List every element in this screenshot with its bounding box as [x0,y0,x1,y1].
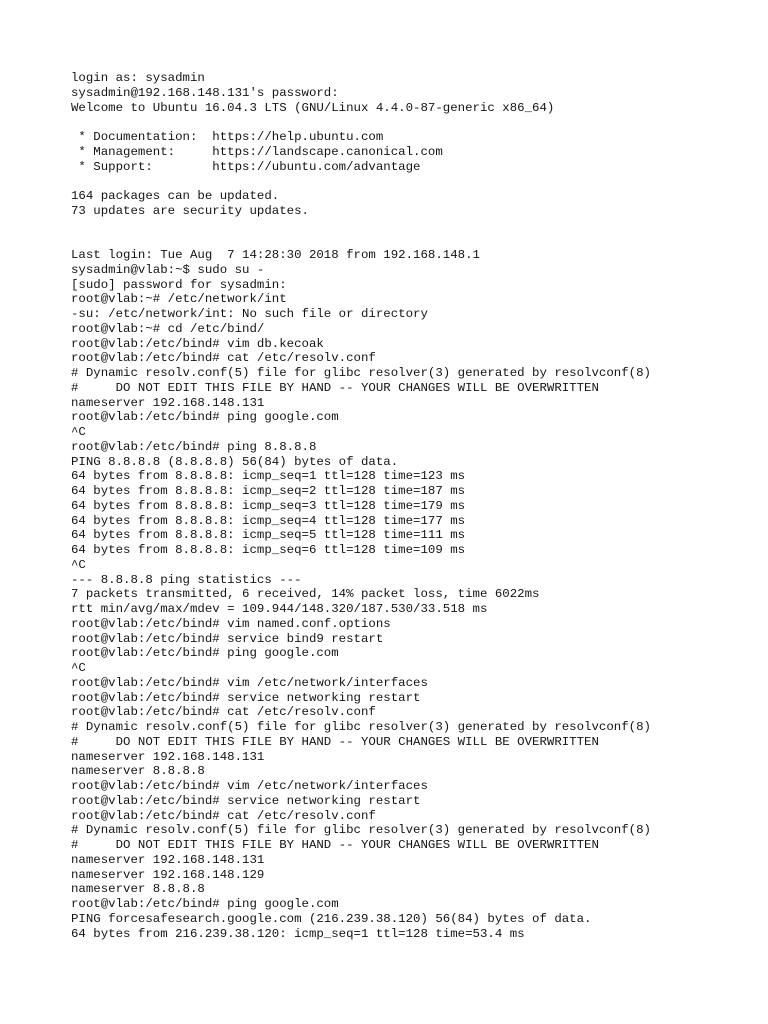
terminal-line: * Documentation: https://help.ubuntu.com [71,130,384,144]
terminal-line: nameserver 192.168.148.129 [71,867,265,882]
terminal-line: root@vlab:/etc/bind# cat /etc/resolv.conf [71,351,376,366]
terminal-line: root@vlab:/etc/bind# cat /etc/resolv.conf [71,808,376,823]
terminal-line: nameserver 192.168.148.131 [71,395,265,410]
terminal-line: 73 updates are security updates. [71,203,309,218]
terminal-line: 64 bytes from 8.8.8.8: icmp_seq=5 ttl=128 time=111 ms [71,528,466,543]
terminal-line: Last login: Tue Aug 7 14:28:30 2018 from 192.168.148.1 [71,248,480,262]
terminal-line: nameserver 8.8.8.8 [71,882,205,897]
terminal-line: root@vlab:/etc/bind# vim /etc/network/interfaces [71,675,428,690]
terminal-line: root@vlab:/etc/bind# vim named.conf.options [71,616,391,631]
terminal-line: nameserver 192.168.148.131 [71,749,265,764]
terminal-line: 64 bytes from 8.8.8.8: icmp_seq=6 ttl=128 time=109 ms [71,543,466,557]
terminal-line: 64 bytes from 8.8.8.8: icmp_seq=3 ttl=128 time=179 ms [71,498,466,513]
terminal-line: root@vlab:/etc/bind# ping google.com [71,646,339,661]
terminal-line: 64 bytes from 8.8.8.8: icmp_seq=2 ttl=128 time=187 ms [71,484,466,498]
terminal-line [71,233,751,248]
terminal-line: # DO NOT EDIT THIS FILE BY HAND -- YOUR CHANGES WILL BE OVERWRITTEN [71,380,599,395]
terminal-line: ^C [71,425,86,439]
terminal-output [71,71,751,941]
terminal-line: root@vlab:/etc/bind# ping 8.8.8.8 [71,439,317,454]
terminal-line: nameserver 192.168.148.131 [71,852,265,867]
terminal-line: PING 8.8.8.8 (8.8.8.8) 56(84) bytes of data. [71,454,399,469]
terminal-line: * Management: https://landscape.canonical.com [71,144,443,159]
terminal-line: [sudo] password for sysadmin: [71,277,287,292]
terminal-line [71,115,751,130]
terminal-line: -su: /etc/network/int: No such file or directory [71,307,428,321]
terminal-line: root@vlab:/etc/bind# service bind9 restart [71,631,384,646]
terminal-line: # Dynamic resolv.conf(5) file for glibc resolver(3) generated by resolvconf(8) [71,720,651,734]
terminal-line: # DO NOT EDIT THIS FILE BY HAND -- YOUR CHANGES WILL BE OVERWRITTEN [71,838,599,852]
terminal-line: # DO NOT EDIT THIS FILE BY HAND -- YOUR CHANGES WILL BE OVERWRITTEN [71,734,599,749]
terminal-line: root@vlab:/etc/bind# ping google.com [71,897,339,911]
terminal-line [71,219,751,234]
terminal-line: sysadmin@192.168.148.131's password: [71,85,339,100]
terminal-line: Welcome to Ubuntu 16.04.3 LTS (GNU/Linux 4.4.0-87-generic x86_64) [71,100,555,115]
terminal-line: root@vlab:/etc/bind# ping google.com [71,410,339,425]
terminal-line: rtt min/avg/max/mdev = 109.944/148.320/187.530/33.518 ms [71,602,488,616]
terminal-line: 7 packets transmitted, 6 received, 14% packet loss, time 6022ms [71,587,540,602]
terminal-line: ^C [71,661,86,675]
terminal-line: 64 bytes from 8.8.8.8: icmp_seq=4 ttl=128 time=177 ms [71,513,466,528]
terminal-line: nameserver 8.8.8.8 [71,764,205,779]
terminal-line: 164 packages can be updated. [71,189,280,203]
terminal-line: root@vlab:/etc/bind# vim /etc/network/interfaces [71,779,428,793]
terminal-line: * Support: https://ubuntu.com/advantage [71,159,421,174]
terminal-line: root@vlab:/etc/bind# cat /etc/resolv.conf [71,705,376,720]
terminal-line: root@vlab:/etc/bind# service networking restart [71,793,421,808]
terminal-line: # Dynamic resolv.conf(5) file for glibc resolver(3) generated by resolvconf(8) [71,823,651,838]
terminal-line: sysadmin@vlab:~$ sudo su - [71,262,265,277]
terminal-line: --- 8.8.8.8 ping statistics --- [71,572,302,587]
terminal-line: root@vlab:/etc/bind# vim db.kecoak [71,336,324,351]
terminal-line: ^C [71,557,86,572]
terminal-line: root@vlab:~# /etc/network/int [71,292,287,307]
terminal-line: 64 bytes from 216.239.38.120: icmp_seq=1 ttl=128 time=53.4 ms [71,926,525,941]
terminal-line: root@vlab:/etc/bind# service networking restart [71,690,421,705]
terminal-line: root@vlab:~# cd /etc/bind/ [71,321,265,336]
terminal-line: PING forcesafesearch.google.com (216.239.38.120) 56(84) bytes of data. [71,911,592,926]
terminal-line: 64 bytes from 8.8.8.8: icmp_seq=1 ttl=128 time=123 ms [71,469,466,484]
terminal-line [71,174,751,189]
terminal-line: # Dynamic resolv.conf(5) file for glibc resolver(3) generated by resolvconf(8) [71,366,651,380]
terminal-line: login as: sysadmin [71,71,205,85]
